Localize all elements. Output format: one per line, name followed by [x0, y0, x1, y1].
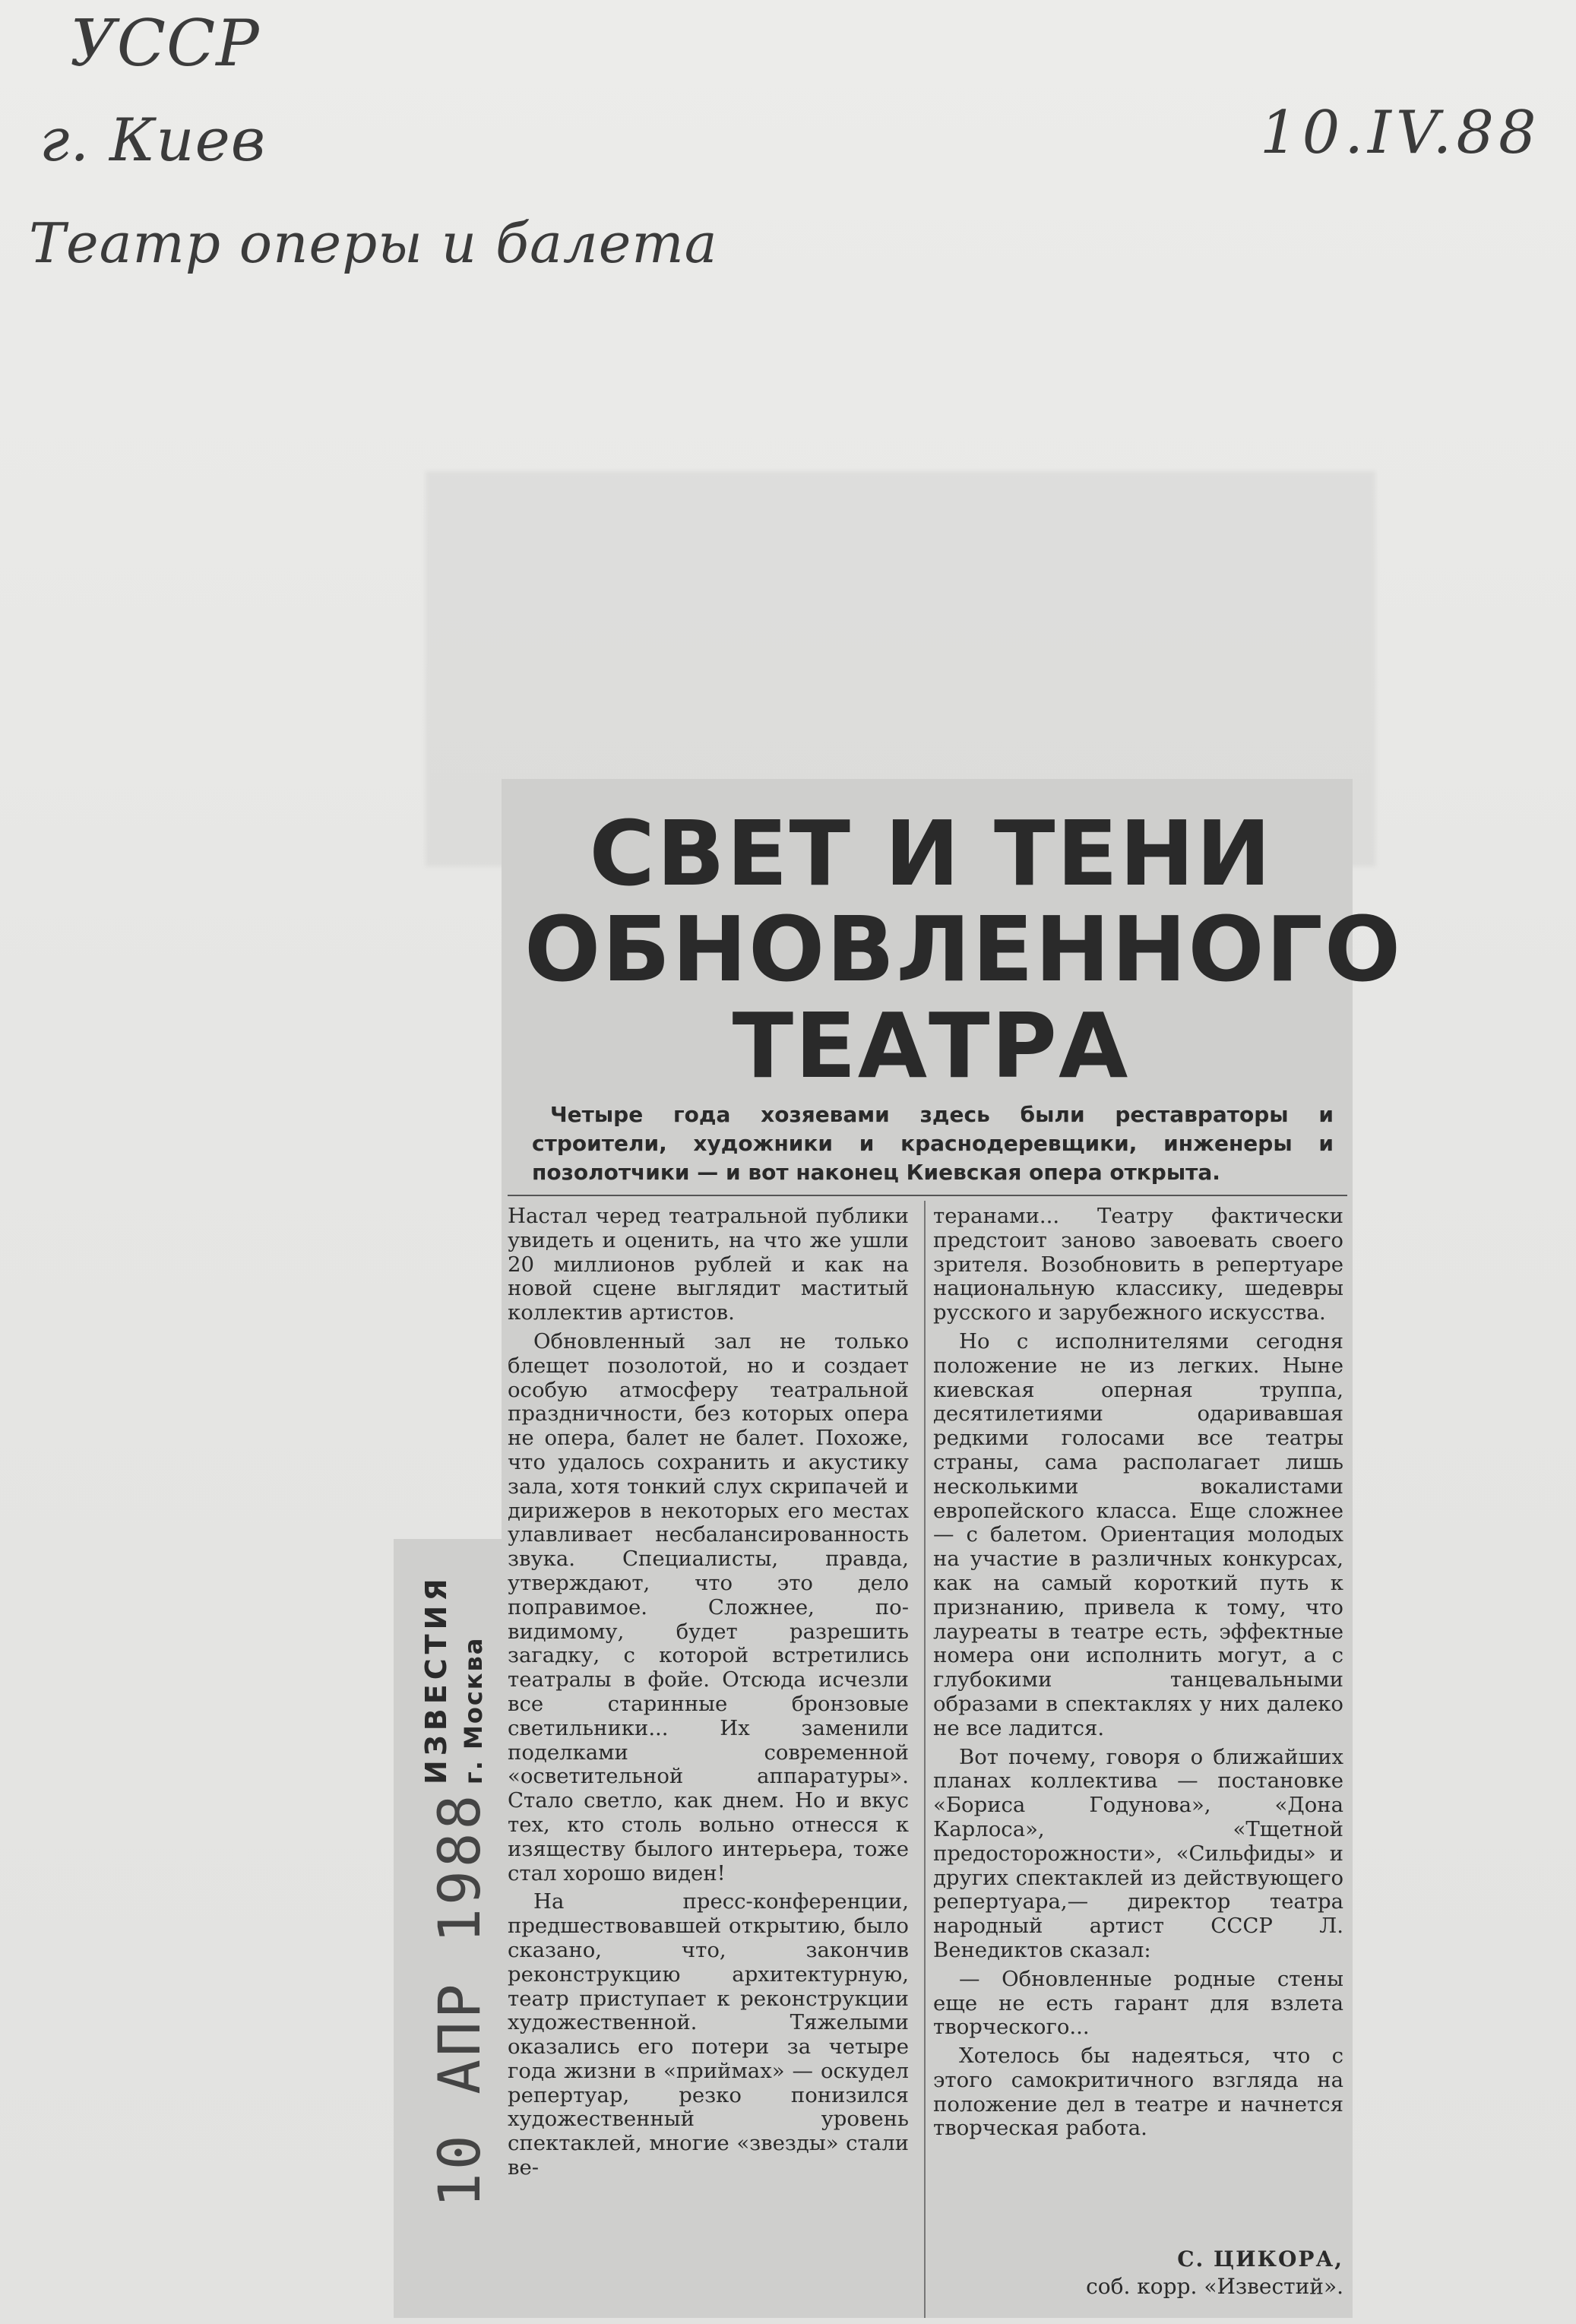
article-headline: СВЕТ И ТЕНИ ОБНОВЛЕННОГО ТЕАТРА — [524, 801, 1403, 1098]
handwritten-theatre: Театр оперы и балета — [29, 211, 718, 275]
paragraph: Но с исполнителями сегодня положение не из легких. Ныне киевская оперная труппа, десятилетиями одаривавшая редкими голосами все театры страны, сама располагает лишь несколькими вокалистами европейского класса. Еще сложнее — с балетом. Ориентация молодых на участие в различных конкурсах, как на самый короткий путь к признанию, привела к тому, что лауреаты в театре есть, эффектные номера они исполнить могут, а с глубокими танцевальными образами в спектаклях у них далеко не все ладится. — [933, 1328, 1343, 1740]
paragraph: Настал черед театральной публики увидеть и оценить, на что же ушли 20 миллионов рублей и как на новой сцене выглядит маститый коллектив артистов. — [508, 1204, 909, 1325]
handwritten-city: г. Киев — [40, 106, 267, 175]
article-lead: Четыре года хозяевами здесь были реставраторы и строители, художники и краснодеревщики, инженеры и позолотчики — и вот наконец Киевская опера открыта. — [532, 1102, 1334, 1185]
article-column-left — [508, 1205, 909, 2185]
article-column-right — [933, 1205, 1343, 2145]
paragraph: — Обновленные родные стены еще не есть гарант для взлета творческого... — [933, 1966, 1343, 2040]
paragraph: теранами... Театру фактически предстоит заново завоевать своего зрителя. Возобновить в репертуаре национальную классику, шедевры русского и зарубежного искусства. — [933, 1204, 1343, 1325]
signature — [933, 2246, 1343, 2300]
paragraph: На пресс-конференции, предшествовавшей открытию, было сказано, что, закончив реконструкцию архитектурную, театр приступает к реконструкции художественной. Тяжелыми оказались его потери за четыре года жизни в «приймах» — оскудел репертуар, резко понизился художественный уровень спектаклей, многие «звезды» стали ве- — [508, 1889, 909, 2180]
stamp-date: 10 АПР 1988 — [426, 1791, 493, 2208]
paragraph: Хотелось бы надеяться, что с этого самокритичного взгляда на положение дел в театре и начнется творческая работа. — [933, 2044, 1343, 2141]
handwritten-region: УССР — [70, 6, 260, 81]
paragraph: Обновленный зал не только блещет позолотой, но и создает особую атмосферу театральной праздничности, без которых опера не опера, балет не балет. Похоже, что удалось сохранить и акустику зала, хотя тонкий слух скрипачей и дирижеров в некоторых его местах улавливает несбалансированность звука. Специалисты, правда, утверждают, что это дело поправимое. Сложнее, по-видимому, будет разрешить загадку, с которой встретились театралы в фойе. Отсюда исчезли все старинные бронзовые светильники... Их заменили поделками современной «осветительной аппаратуры». Стало светло, как днем. Но и вкус тех, кто столь вольно отнесся к изяществу былого интерьера, тоже стал хорошо виден! — [508, 1328, 909, 1885]
author-role: соб. корр. «Известий». — [1086, 2274, 1343, 2299]
column-rule — [924, 1201, 926, 2318]
paragraph: Вот почему, говоря о ближайших планах коллектива — постановке «Бориса Годунова», «Дона Карлоса», «Тщетной предосторожности», «Сильфиды» и других спектаклей из действующего репертуара,— директор театра народный артист СССР Л. Венедиктов сказал: — [933, 1744, 1343, 1962]
stamp-publication: ИЗВЕСТИЯ — [419, 1574, 453, 1784]
author-name: С. ЦИКОРА, — [1177, 2246, 1343, 2272]
publication-stamp — [416, 1564, 508, 1815]
divider — [508, 1195, 1347, 1196]
handwritten-date: 10.IV.88 — [1260, 99, 1541, 167]
stamp-place: г. Москва — [459, 1636, 488, 1784]
